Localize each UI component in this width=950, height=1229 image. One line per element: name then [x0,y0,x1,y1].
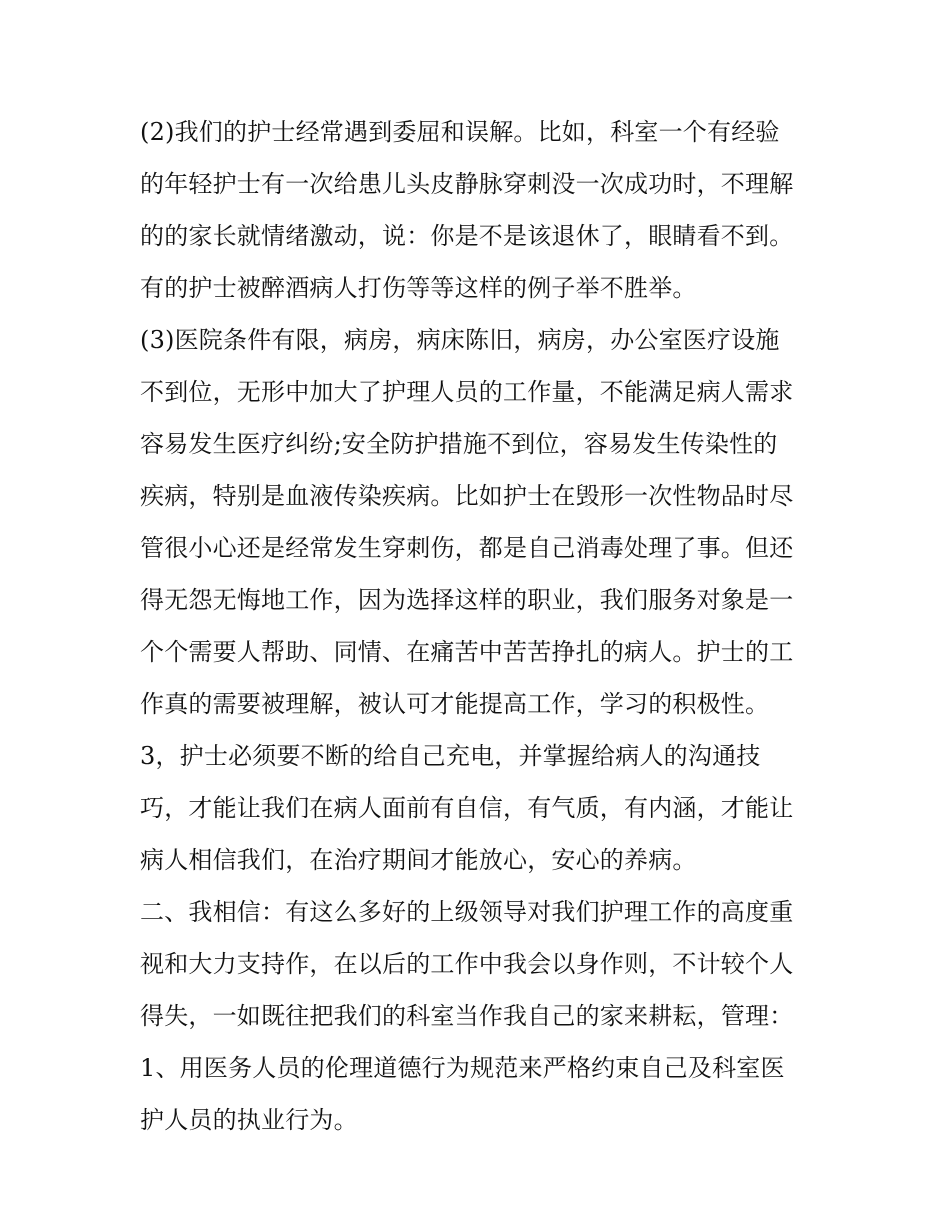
text-line: (2)我们的护士经常遇到委屈和误解。比如，科室一个有经验 [140,118,780,146]
text-line: 个个需要人帮助、同情、在痛苦中苦苦挣扎的病人。护士的工 [140,638,794,666]
text-line: 视和大力支持作，在以后的工作中我会以身作则，不计较个人 [140,950,794,978]
text-line: 疾病，特别是血液传染疾病。比如护士在毁形一次性物品时尽 [140,482,794,510]
text-line: 的的家长就情绪激动，说：你是不是该退休了，眼睛看不到。 [140,222,794,250]
text-line: 有的护士被醉酒病人打伤等等这样的例子举不胜举。 [140,274,697,302]
text-line: 1、用医务人员的伦理道德行为规范来严格约束自己及科室医 [140,1054,785,1082]
text-line: 得无怨无悔地工作，因为选择这样的职业，我们服务对象是一 [140,586,794,614]
text-line: (3)医院条件有限，病房，病床陈旧，病房，办公室医疗设施 [140,326,780,354]
text-line: 不到位，无形中加大了护理人员的工作量，不能满足病人需求 [140,378,794,406]
text-line: 管很小心还是经常发生穿刺伤，都是自己消毒处理了事。但还 [140,534,794,562]
text-line: 的年轻护士有一次给患儿头皮静脉穿刺没一次成功时，不理解 [140,170,794,198]
text-line: 容易发生医疗纠纷;安全防护措施不到位，容易发生传染性的 [140,430,778,458]
text-line: 护人员的执业行为。 [140,1106,358,1134]
text-line: 二、我相信：有这么多好的上级领导对我们护理工作的高度重 [140,898,794,926]
document-body [140,106,820,1146]
text-line: 作真的需要被理解，被认可才能提高工作，学习的积极性。 [140,690,770,718]
text-line: 3，护士必须要不断的给自己充电，并掌握给病人的沟通技 [140,742,761,770]
text-line: 得失，一如既往把我们的科室当作我自己的家来耕耘，管理： [140,1002,794,1030]
text-line: 巧，才能让我们在病人面前有自信，有气质，有内涵，才能让 [140,794,794,822]
text-line: 病人相信我们，在治疗期间才能放心，安心的养病。 [140,846,697,874]
